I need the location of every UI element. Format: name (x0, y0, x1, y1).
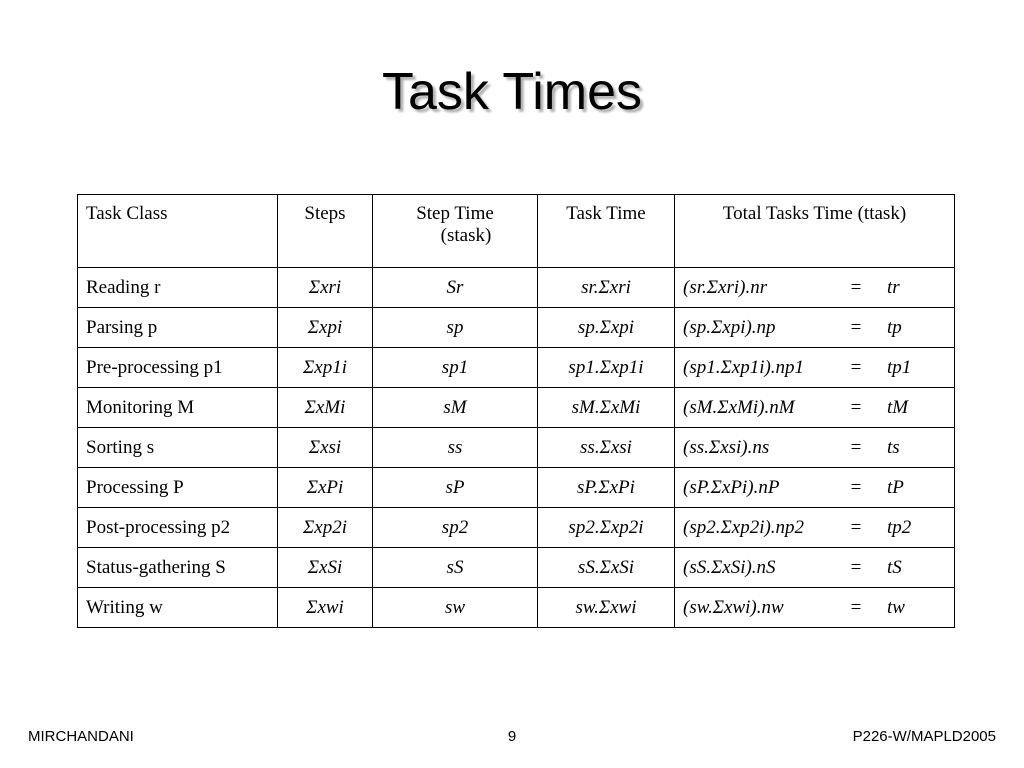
cell-steps: Σxp1i (278, 348, 373, 388)
total-formula: (sr.Σxri).nr (683, 277, 768, 298)
equals-sign: = (850, 437, 862, 458)
table-row (78, 388, 955, 428)
equals-sign: = (850, 357, 862, 378)
cell-steps: Σxsi (278, 428, 373, 468)
total-result: tS (887, 557, 902, 578)
cell-task-class: Monitoring M (78, 388, 278, 428)
total-result: tr (887, 277, 900, 298)
cell-step-time: ss (373, 428, 538, 468)
equals-sign: = (850, 517, 862, 538)
total-result: ts (887, 437, 900, 458)
cell-step-time: sp2 (373, 508, 538, 548)
table-row (78, 348, 955, 388)
cell-task-time: sp2.Σxp2i (538, 508, 675, 548)
total-formula: (sP.ΣxPi).nP (683, 477, 780, 498)
cell-step-time: sM (373, 388, 538, 428)
cell-total-tasks-time (675, 388, 955, 428)
cell-total-tasks-time (675, 588, 955, 628)
cell-step-time: Sr (373, 268, 538, 308)
total-formula: (sp.Σxpi).np (683, 317, 776, 338)
total-formula: (sM.ΣxMi).nM (683, 397, 795, 418)
total-formula: (sw.Σxwi).nw (683, 597, 784, 618)
cell-total-tasks-time (675, 428, 955, 468)
table-row (78, 308, 955, 348)
cell-total-tasks-time (675, 348, 955, 388)
slide-title: Task Times (381, 63, 643, 121)
total-result: tM (887, 397, 909, 418)
cell-task-class: Parsing p (78, 308, 278, 348)
cell-task-time: sp.Σxpi (538, 308, 675, 348)
cell-task-time: ss.Σxsi (538, 428, 675, 468)
table-header-row (78, 195, 955, 268)
cell-task-class: Pre-processing p1 (78, 348, 278, 388)
cell-total-tasks-time (675, 308, 955, 348)
header-step-time-label: Step Time (416, 203, 494, 224)
total-result: tw (887, 597, 905, 618)
footer-author: MIRCHANDANI (28, 728, 134, 745)
header-total-tasks-time: Total Tasks Time (ttask) (675, 195, 955, 268)
equals-sign: = (850, 317, 862, 338)
cell-task-time: sP.ΣxPi (538, 468, 675, 508)
cell-task-time: sS.ΣxSi (538, 548, 675, 588)
total-result: tp (887, 317, 902, 338)
table-row (78, 548, 955, 588)
cell-total-tasks-time (675, 468, 955, 508)
cell-steps: Σxwi (278, 588, 373, 628)
header-task-time: Task Time (538, 195, 675, 268)
cell-task-class: Processing P (78, 468, 278, 508)
total-formula: (sp1.Σxp1i).np1 (683, 357, 805, 378)
equals-sign: = (850, 397, 862, 418)
cell-steps: ΣxMi (278, 388, 373, 428)
cell-steps: Σxpi (278, 308, 373, 348)
cell-steps: Σxri (278, 268, 373, 308)
cell-task-class: Reading r (78, 268, 278, 308)
cell-task-class: Sorting s (78, 428, 278, 468)
equals-sign: = (850, 597, 862, 618)
cell-steps: Σxp2i (278, 508, 373, 548)
cell-steps: ΣxSi (278, 548, 373, 588)
total-formula: (ss.Σxsi).ns (683, 437, 770, 458)
table-row (78, 508, 955, 548)
header-steps: Steps (278, 195, 373, 268)
cell-task-time: sr.Σxri (538, 268, 675, 308)
cell-step-time: sp (373, 308, 538, 348)
equals-sign: = (850, 557, 862, 578)
total-result: tp1 (887, 357, 912, 378)
equals-sign: = (850, 277, 862, 298)
total-result: tP (887, 477, 904, 498)
cell-task-class: Status-gathering S (78, 548, 278, 588)
equals-sign: = (850, 477, 862, 498)
cell-total-tasks-time (675, 508, 955, 548)
footer-event: P226-W/MAPLD2005 (852, 728, 996, 745)
total-formula: (sp2.Σxp2i).np2 (683, 517, 805, 538)
total-result: tp2 (887, 517, 912, 538)
cell-step-time: sP (373, 468, 538, 508)
header-step-time-sub: (stask) (440, 225, 492, 246)
table-row (78, 588, 955, 628)
cell-task-class: Writing w (78, 588, 278, 628)
cell-task-time: sp1.Σxp1i (538, 348, 675, 388)
table-row (78, 428, 955, 468)
cell-step-time: sS (373, 548, 538, 588)
cell-total-tasks-time (675, 548, 955, 588)
total-formula: (sS.ΣxSi).nS (683, 557, 776, 578)
cell-total-tasks-time (675, 268, 955, 308)
table-row (78, 468, 955, 508)
cell-task-class: Post-processing p2 (78, 508, 278, 548)
footer-page-number: 9 (507, 728, 517, 745)
table-row (78, 268, 955, 308)
cell-step-time: sp1 (373, 348, 538, 388)
cell-steps: ΣxPi (278, 468, 373, 508)
cell-task-time: sM.ΣxMi (538, 388, 675, 428)
header-step-time (373, 195, 538, 268)
cell-step-time: sw (373, 588, 538, 628)
task-times-table (77, 194, 955, 628)
cell-task-time: sw.Σxwi (538, 588, 675, 628)
header-task-class: Task Class (78, 195, 278, 268)
